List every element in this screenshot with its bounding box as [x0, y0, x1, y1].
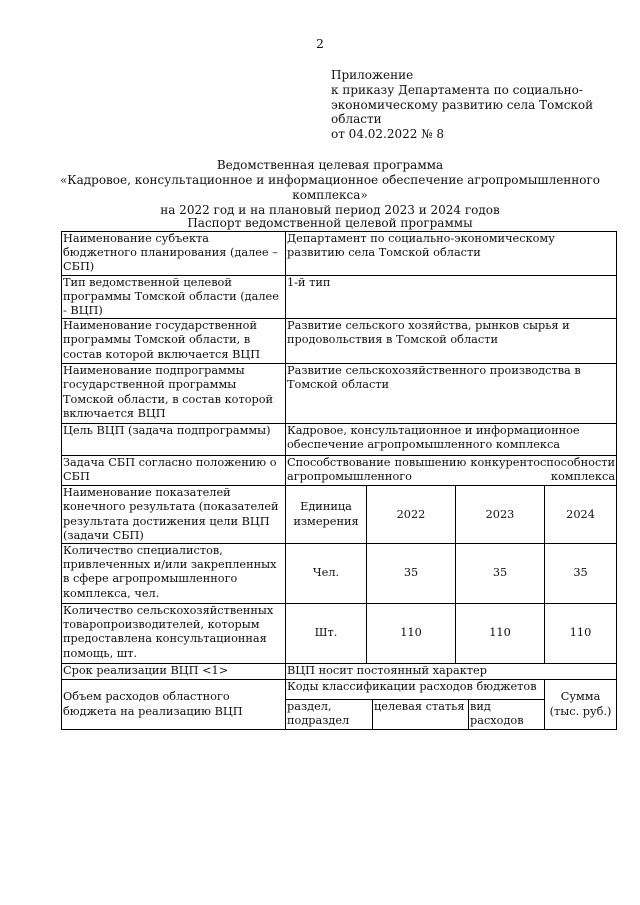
appendix-line: от 04.02.2022 № 8	[331, 127, 445, 142]
goal-label: Цель ВЦП (задача подпрограммы)	[62, 424, 286, 456]
table-row	[62, 232, 617, 276]
table-row	[62, 424, 617, 456]
year-header: 2022	[367, 486, 456, 544]
passport-table	[61, 231, 617, 730]
indicator-value: 35	[367, 544, 456, 604]
code-article: целевая статья	[373, 700, 469, 730]
indicator-value: 35	[545, 544, 617, 604]
indicator-unit: Чел.	[286, 544, 367, 604]
table-row	[62, 680, 617, 700]
subprogram-label: Наименование подпрограммы государственной программы Томской области, в состав которой включается ВЦП	[62, 364, 286, 424]
task-value-line1: Способствование повышению конкурентоспособности агропромышленного комплекса	[287, 456, 616, 484]
table-row	[62, 486, 617, 544]
year-header: 2023	[456, 486, 545, 544]
appendix-line: области	[331, 112, 382, 127]
page-number: 2	[316, 36, 324, 51]
table-row	[62, 544, 617, 604]
indicator-value: 35	[456, 544, 545, 604]
appendix-line: Приложение	[331, 68, 414, 82]
subprogram-value: Развитие сельскохозяйственного производства в Томской области	[286, 364, 617, 424]
task-value	[286, 456, 617, 486]
program-title-line: «Кадровое, консультационное и информационное обеспечение агропромышленного комплекса»	[59, 173, 601, 202]
indicator-value: 110	[545, 604, 617, 664]
state-program-value: Развитие сельского хозяйства, рынков сырья и продовольствия в Томской области	[286, 319, 617, 364]
table-row	[62, 664, 617, 680]
year-header: 2024	[545, 486, 617, 544]
program-title-line: на 2022 год и на плановый период 2023 и 2024 годов	[160, 203, 500, 217]
program-title	[30, 158, 630, 218]
table-row	[62, 364, 617, 424]
table-row	[62, 275, 617, 319]
indicators-label: Наименование показателей конечного результата (показателей результата достижения цели ВЦП (задачи СБП)	[62, 486, 286, 544]
indicator-name: Количество специалистов, привлеченных и/или закрепленных в сфере агропромышленного комплекса, чел.	[62, 544, 286, 604]
table-row	[62, 319, 617, 364]
goal-value: Кадровое, консультационное и информационное обеспечение агропромышленного комплекса	[286, 424, 617, 456]
program-title-line: Ведомственная целевая программа	[216, 158, 444, 172]
table-row	[62, 604, 617, 664]
sbp-label: Наименование субъекта бюджетного планирования (далее – СБП)	[62, 232, 286, 276]
table-caption: Паспорт ведомственной целевой программы	[187, 216, 473, 230]
appendix-line: к приказу Департамента по социально-	[331, 82, 583, 97]
type-value: 1-й тип	[286, 275, 617, 319]
indicator-value: 110	[456, 604, 545, 664]
indicator-name: Количество сельскохозяйственных товаропроизводителей, которым предоставлена консультационная помощь, шт.	[62, 604, 286, 664]
sum-header: Сумма (тыс. руб.)	[545, 680, 617, 730]
state-program-label: Наименование государственной программы Томской области, в состав которой включается ВЦП	[62, 319, 286, 364]
budget-label: Объем расходов областного бюджета на реализацию ВЦП	[62, 680, 286, 730]
indicator-unit: Шт.	[286, 604, 367, 664]
code-section: раздел, подраздел	[286, 700, 373, 730]
table-row	[62, 456, 617, 486]
term-label: Срок реализации ВЦП <1>	[62, 664, 286, 680]
type-label: Тип ведомственной целевой программы Томской области (далее - ВЦП)	[62, 275, 286, 319]
appendix-line: экономическому развитию села Томской	[331, 97, 594, 112]
sbp-value: Департамент по социально-экономическому развитию села Томской области	[286, 232, 617, 276]
appendix-header	[331, 68, 594, 142]
indicator-value: 110	[367, 604, 456, 664]
task-label: Задача СБП согласно положению о СБП	[62, 456, 286, 486]
term-value: ВЦП носит постоянный характер	[286, 664, 617, 680]
codes-header: Коды классификации расходов бюджетов	[286, 680, 545, 700]
unit-header: Единица измерения	[286, 486, 367, 544]
code-type: вид расходов	[469, 700, 545, 730]
